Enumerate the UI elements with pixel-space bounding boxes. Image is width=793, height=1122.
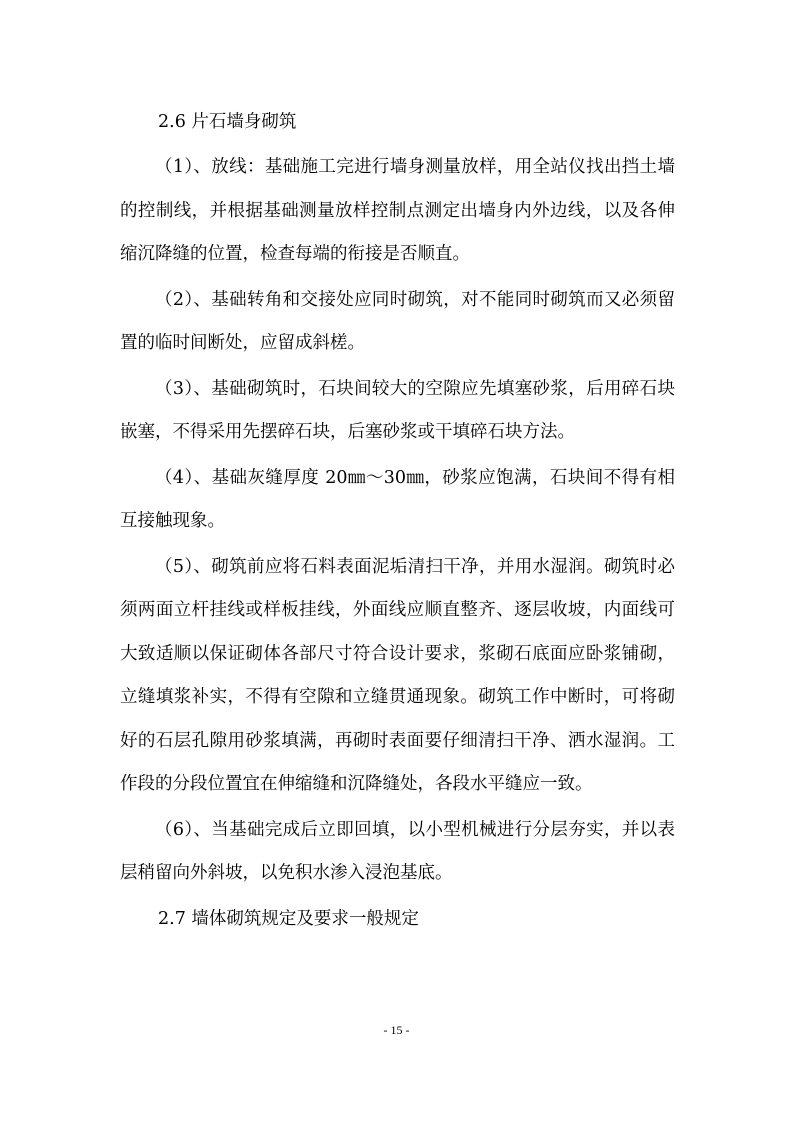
page-content <box>120 101 675 943</box>
section-heading-2-6: 2.6 片石墙身砌筑 <box>158 112 297 132</box>
paragraph-2: （2）、基础转角和交接处应同时砌筑，对不能同时砌筑而又必须留置的临时间断处，应留成斜槎。 <box>120 289 675 353</box>
paragraph-3: （3）、基础砌筑时，石块间较大的空隙应先填塞砂浆，后用碎石块嵌塞，不得采用先摆碎石块，后塞砂浆或干填碎石块方法。 <box>120 378 675 442</box>
paragraph-4: （4）、基础灰缝厚度 20㎜～30㎜，砂浆应饱满，石块间不得有相互接触现象。 <box>120 467 675 531</box>
section-heading-2-7: 2.7 墙体砌筑规定及要求一般规定 <box>158 908 419 929</box>
paragraph-6: （6）、当基础完成后立即回填，以小型机械进行分层夯实，并以表层稍留向外斜坡，以免积水渗入浸泡基底。 <box>120 819 675 883</box>
paragraph-5: （5）、砌筑前应将石料表面泥垢清扫干净，并用水湿润。砌筑时必须两面立杆挂线或样板挂线，外面线应顺直整齐、逐层收坡，内面线可大致适顺以保证砌体各部尺寸符合设计要求，浆砌石底面应卧浆铺砌，立缝填浆补实，不得有空隙和立缝贯通现象。砌筑工作中断时，可将砌好的石层孔隙用砂浆填满，再砌时表面要仔细清扫干净、洒水湿润。工作段的分段位置宜在伸缩缝和沉降缝处，各段水平缝应一致。 <box>120 556 675 794</box>
paragraph-1: （1）、放线：基础施工完进行墙身测量放样，用全站仪找出挡土墙的控制线，并根据基础测量放样控制点测定出墙身内外边线，以及各伸缩沉降缝的位置，检查每端的衔接是否顺直。 <box>120 157 675 264</box>
page-number: - 15 - <box>383 1023 410 1037</box>
